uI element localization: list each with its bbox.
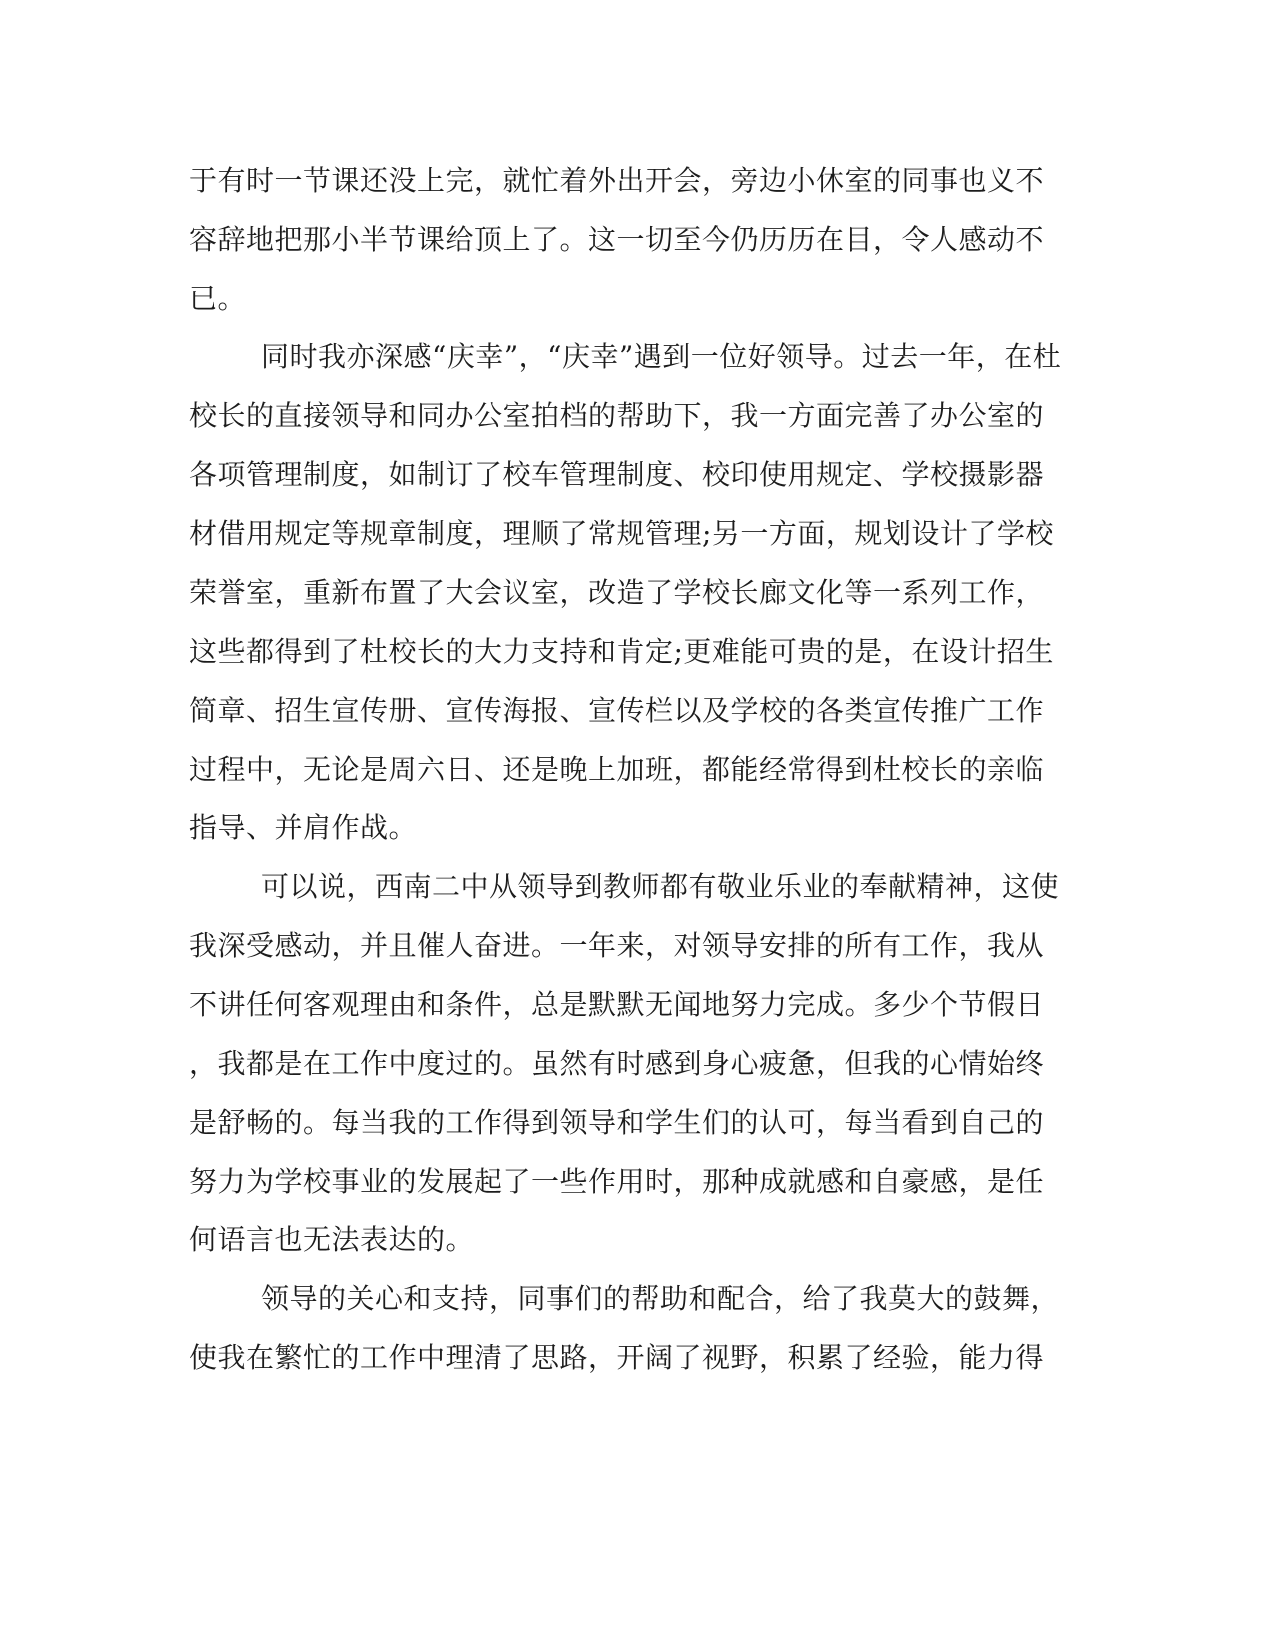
text-line: 简章、招生宣传册、宣传海报、宣传栏以及学校的各类宣传推广工作 — [189, 694, 1045, 727]
text-line: 同时我亦深感“庆幸”，“庆幸”遇到一位好领导。过去一年，在杜 — [261, 340, 1062, 373]
text-line: 领导的关心和支持，同事们的帮助和配合，给了我莫大的鼓舞， — [261, 1282, 1060, 1315]
text-line: 何语言也无法表达的。 — [189, 1223, 475, 1256]
text-line: ，我都是在工作中度过的。虽然有时感到身心疲惫，但我的心情始终 — [189, 1047, 1045, 1080]
text-line: 各项管理制度，如制订了校车管理制度、校印使用规定、学校摄影器 — [189, 458, 1045, 491]
text-line: 荣誉室，重新布置了大会议室，改造了学校长廊文化等一系列工作， — [189, 576, 1045, 609]
text-line: 已。 — [189, 282, 247, 315]
text-line: 材借用规定等规章制度，理顺了常规管理;另一方面，规划设计了学校 — [189, 517, 1054, 550]
text-line: 是舒畅的。每当我的工作得到领导和学生们的认可，每当看到自己的 — [189, 1106, 1045, 1139]
text-line: 校长的直接领导和同办公室拍档的帮助下，我一方面完善了办公室的 — [189, 399, 1045, 432]
text-line: 使我在繁忙的工作中理清了思路，开阔了视野，积累了经验，能力得 — [189, 1341, 1045, 1374]
text-line: 容辞地把那小半节课给顶上了。这一切至今仍历历在目，令人感动不 — [189, 223, 1045, 256]
text-line: 过程中，无论是周六日、还是晚上加班，都能经常得到杜校长的亲临 — [189, 753, 1045, 786]
text-line: 这些都得到了杜校长的大力支持和肯定;更难能可贵的是，在设计招生 — [189, 635, 1054, 668]
text-line: 我深受感动，并且催人奋进。一年来，对领导安排的所有工作，我从 — [189, 929, 1045, 962]
text-line: 可以说，西南二中从领导到教师都有敬业乐业的奉献精神，这使 — [261, 870, 1060, 903]
text-line: 不讲任何客观理由和条件，总是默默无闻地努力完成。多少个节假日 — [189, 988, 1045, 1021]
text-line: 努力为学校事业的发展起了一些作用时，那种成就感和自豪感，是任 — [189, 1165, 1045, 1198]
text-line: 于有时一节课还没上完，就忙着外出开会，旁边小休室的同事也义不 — [189, 164, 1045, 197]
text-line: 指导、并肩作战。 — [189, 811, 418, 844]
